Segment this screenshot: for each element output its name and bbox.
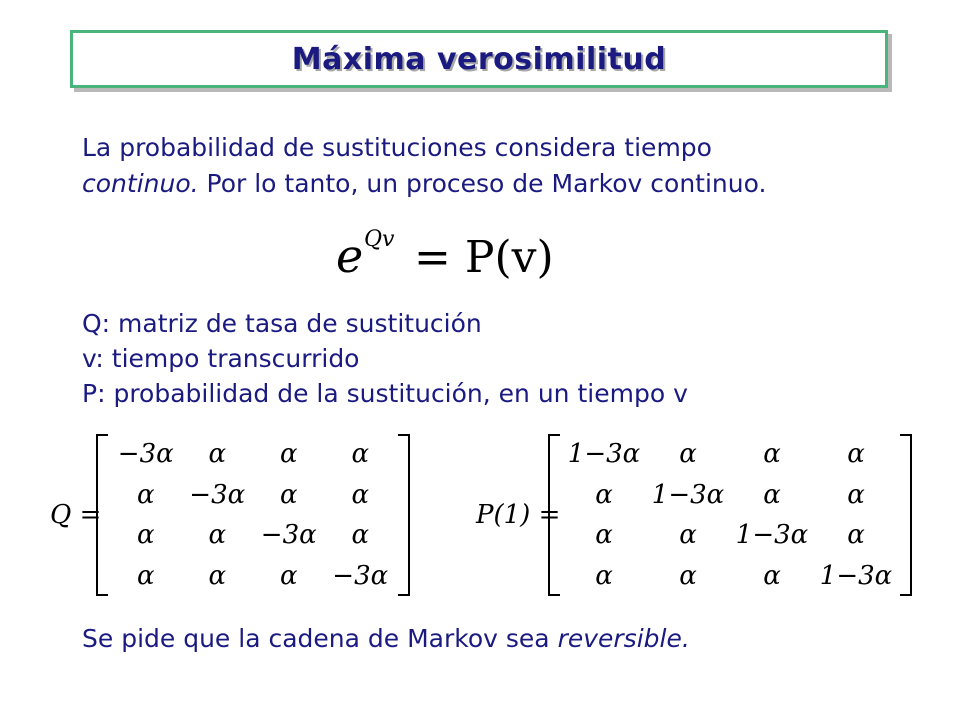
matrix-q xyxy=(96,434,410,596)
matrix-p-cell: 1−3α xyxy=(651,479,725,510)
matrix-q-right-bracket xyxy=(398,434,410,596)
matrix-q-cell: α xyxy=(351,439,370,470)
matrix-q-cell: −3α xyxy=(260,520,317,551)
matrix-q-cell: −3α xyxy=(117,439,174,470)
matrix-p-cell: 1−3α xyxy=(735,520,809,551)
matrix-p-left-bracket xyxy=(548,434,560,596)
matrix-q-cell: α xyxy=(208,520,227,551)
matrix-q-cell: α xyxy=(136,560,155,591)
matrix-q-cell: α xyxy=(279,560,298,591)
matrix-p-cell: α xyxy=(847,479,865,510)
paragraph-italic: continuo. xyxy=(82,169,199,198)
matrix-p xyxy=(548,434,912,596)
matrix-p-cell: α xyxy=(763,560,781,591)
matrix-p-grid xyxy=(562,434,898,596)
paragraph-line-2 xyxy=(82,167,766,201)
matrix-p-right-bracket xyxy=(900,434,912,596)
matrix-p-cell: α xyxy=(763,479,781,510)
matrix-p-cell: 1−3α xyxy=(567,439,641,470)
definition-v: v: tiempo transcurrido xyxy=(82,344,360,373)
definition-p: P: probabilidad de la sustitución, en un tiempo v xyxy=(82,379,688,408)
matrix-p-cell: α xyxy=(763,439,781,470)
title-box xyxy=(70,30,888,88)
matrix-q-cell: α xyxy=(208,439,227,470)
matrix-q-grid xyxy=(110,434,396,596)
formula-exponent: Qv xyxy=(364,228,395,252)
matrix-q-left-bracket xyxy=(96,434,108,596)
matrix-p-cell: α xyxy=(595,560,613,591)
matrix-q-cell: α xyxy=(136,520,155,551)
formula xyxy=(330,228,570,288)
matrix-q-cell: α xyxy=(208,560,227,591)
matrix-q-label: Q = xyxy=(50,500,102,530)
formula-svg xyxy=(330,228,570,288)
closing-text: Se pide que la cadena de Markov sea xyxy=(82,624,558,653)
matrix-q-cell: α xyxy=(351,520,370,551)
matrix-p-label-text: P(1) = xyxy=(476,500,561,530)
matrix-p-cell: 1−3α xyxy=(819,560,893,591)
matrix-q-cell: −3α xyxy=(332,560,389,591)
matrix-p-cell: α xyxy=(595,479,613,510)
matrix-q-cell: α xyxy=(279,439,298,470)
paragraph-line-1: La probabilidad de sustituciones considera tiempo xyxy=(82,133,712,162)
slide-title: Máxima verosimilitud xyxy=(291,41,667,77)
matrix-p-cell: α xyxy=(679,439,697,470)
matrix-p-cell: α xyxy=(679,560,697,591)
matrix-q-cell: −3α xyxy=(189,479,246,510)
matrix-p-cell: α xyxy=(679,520,697,551)
formula-base: e xyxy=(336,229,364,283)
matrix-p-cell: α xyxy=(847,520,865,551)
matrix-p-cell: α xyxy=(595,520,613,551)
matrix-p-cell: α xyxy=(847,439,865,470)
matrix-q-cell: α xyxy=(351,479,370,510)
closing-italic: reversible. xyxy=(557,624,690,653)
paragraph-line-2-rest: Por lo tanto, un proceso de Markov continuo. xyxy=(198,169,767,198)
definitions xyxy=(82,306,688,411)
matrix-q-cell: α xyxy=(279,479,298,510)
formula-rhs: = P(v) xyxy=(414,232,554,283)
closing-line xyxy=(82,622,690,656)
definition-q: Q: matriz de tasa de sustitución xyxy=(82,309,482,338)
matrix-q-cell: α xyxy=(136,479,155,510)
